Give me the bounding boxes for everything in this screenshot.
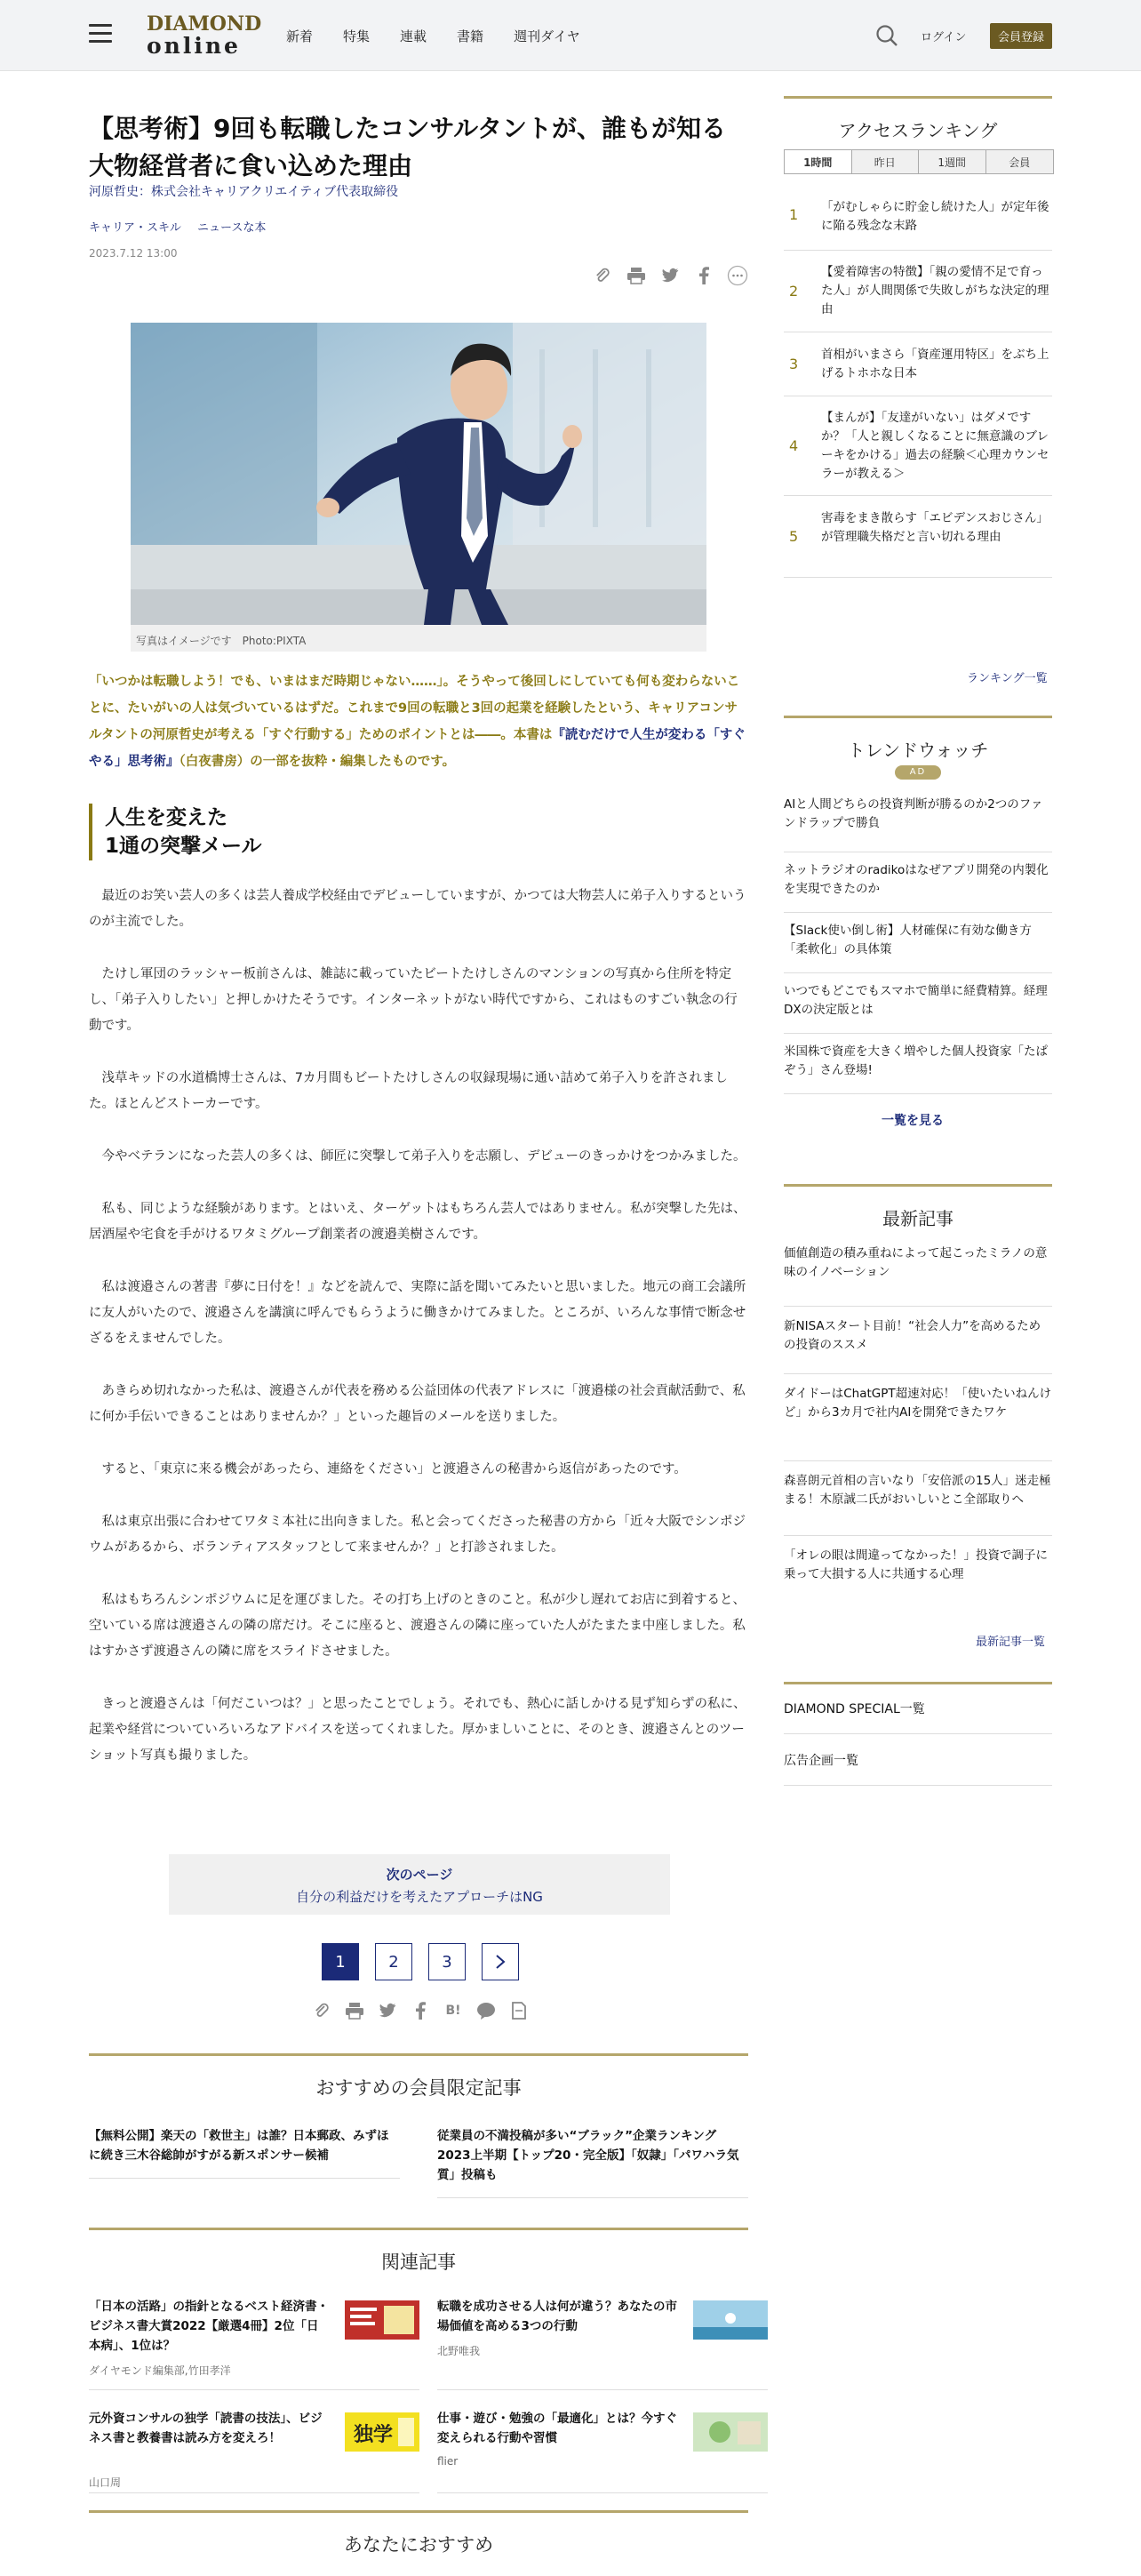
related-thumbnail xyxy=(693,2412,768,2452)
paragraph: 最近のお笑い芸人の多くは芸人養成学校経由でデビューしていますが、かつては大物芸人に弟子入りするというのが主流でした。 xyxy=(89,889,746,929)
page-1[interactable]: 1 xyxy=(322,1943,359,1980)
ranking-item[interactable]: 4 【まんが】「友達がいない」はダメですか？「人と親しくなることに無意識のブレーキをかける」過去の経験＜心理カウンセラーが教える＞ xyxy=(784,396,1052,496)
tab-1week[interactable]: 1週間 xyxy=(919,150,986,173)
article-author[interactable]: 河原哲史：株式会社キャリアクリエイティブ代表取締役 xyxy=(89,185,399,199)
site-logo[interactable]: DIAMOND online xyxy=(147,12,262,59)
site-header xyxy=(0,0,1141,71)
tab-yesterday[interactable]: 昨日 xyxy=(852,150,920,173)
related-author: ダイヤモンド編集部,竹田孝洋 xyxy=(89,2364,231,2377)
recommend-heading: おすすめの会員限定記事 xyxy=(89,2053,748,2100)
related-author: 北野唯我 xyxy=(437,2345,481,2357)
twitter-icon[interactable] xyxy=(377,2000,398,2021)
article-date: 2023.7.12 13:00 xyxy=(89,247,178,260)
clip-icon[interactable] xyxy=(311,2000,332,2021)
special-divider xyxy=(784,1682,1052,1684)
menu-icon[interactable] xyxy=(89,24,112,44)
next-page-button[interactable] xyxy=(482,1943,519,1980)
trend-item[interactable]: 【Slack使い倒し術】人材確保に有効な働き方「柔軟化」の具体策 xyxy=(784,916,1052,973)
paragraph: 私は東京出張に合わせてワタミ本社に出向きました。私と会ってくださった秘書の方から「近々大阪でシンポジウムがあるから、ボランティアスタッフとして来ませんか？」と打診されました。 xyxy=(89,1515,746,1555)
print-icon[interactable] xyxy=(626,265,647,286)
latest-section xyxy=(784,1184,1052,1230)
ranking-item[interactable]: 2 【愛着障害の特徴】「親の愛情不足で育った人」が人間関係で失敗しがちな決定的理由 xyxy=(784,251,1052,332)
related-thumb-text: 独学 xyxy=(354,2424,394,2446)
trend-section xyxy=(784,716,1052,780)
trend-item[interactable]: AIと人間どちらの投資判断が勝るのか2つのファンドラップで勝負 xyxy=(784,796,1052,852)
ranking-item[interactable]: 5 害毒をまき散らす「エビデンスおじさん」が管理職失格だと言い切れる理由 xyxy=(784,496,1052,578)
paragraph: 浅草キッドの水道橋博士さんは、7カ月間もビートたけしさんの収録現場に通い詰めて弟子入りを許されました。ほとんどストーカーです。 xyxy=(89,1071,728,1111)
related-title: 元外資コンサルの独学「読書の技法」、ビジネス書と教養書は読み方を変えろ！ xyxy=(89,2412,323,2445)
page-3[interactable]: 3 xyxy=(428,1943,466,1980)
next-page-title: 自分の利益だけを考えたアプローチはNG xyxy=(296,1889,543,1905)
ranking-tabs xyxy=(784,149,1054,174)
paragraph: 今やベテランになった芸人の多くは、師匠に突撃して弟子入りを志願し、デビューのきっかけをつかみました。 xyxy=(101,1149,746,1164)
article-body xyxy=(89,884,748,1796)
section-heading: 人生を変えた 1通の突撃メール xyxy=(89,804,262,860)
twitter-icon[interactable] xyxy=(659,265,681,286)
ad-list-link[interactable]: 広告企画一覧 xyxy=(784,1751,1052,1786)
related-author: flier xyxy=(437,2455,459,2468)
search-icon[interactable] xyxy=(874,23,899,48)
pagination xyxy=(322,1943,519,1980)
ranking-item[interactable]: 1 「がむしゃらに貯金し続けた人」が定年後に陥る残念な末路 xyxy=(784,187,1052,251)
chevron-right-icon xyxy=(494,1954,507,1970)
latest-item[interactable]: 森喜朗元首相の言いなり「安倍派の15人」迷走極まる！木原誠二氏がおいしいとこ全部取りへ xyxy=(784,1467,1052,1536)
tag-career[interactable]: キャリア・スキル xyxy=(89,221,181,235)
divider xyxy=(437,2492,768,2493)
related-title: 転職を成功させる人は何が違う？あなたの市場価値を高める3つの行動 xyxy=(437,2300,677,2333)
login-link[interactable]: ログイン xyxy=(921,31,967,44)
diamond-special-link[interactable]: DIAMOND SPECIAL一覧 xyxy=(784,1700,1052,1734)
global-nav xyxy=(286,27,610,45)
related-heading: 関連記事 xyxy=(89,2228,748,2275)
paragraph: きっと渡邉さんは「何だこいつは？」と思ったことでしょう。それでも、熱心に話しかける見ず知らずの私に、起業や経営についていろいろなアドバイスを送ってくれました。厚かましいことに、そのとき、渡邉さんとのツーショット写真も撮りました。 xyxy=(89,1697,746,1763)
article-tags xyxy=(89,218,278,235)
article-figure xyxy=(131,323,706,652)
trend-heading: トレンドウォッチ xyxy=(847,740,989,761)
book-link[interactable]: 『読むだけで人生が変わる「すぐやる」思考術』 xyxy=(89,728,746,769)
facebook-icon[interactable] xyxy=(693,265,714,286)
latest-item[interactable]: 新NISAスタート目前！“社会人力”を高めるための投資のススメ xyxy=(784,1312,1052,1374)
latest-more-link[interactable]: 最新記事一覧 xyxy=(976,1636,1046,1649)
divider xyxy=(89,2492,419,2493)
related-title: 仕事・遊び・勉強の「最適化」とは？今すぐ変えられる行動や習慣 xyxy=(437,2412,677,2445)
tab-member[interactable]: 会員 xyxy=(986,150,1054,173)
trend-item[interactable]: いつでもどこでもスマホで簡単に経費精算。経理DXの決定版とは xyxy=(784,977,1052,1034)
paragraph: 私は渡邉さんの著書『夢に日付を！』などを読んで、実際に話を聞いてみたいと思いました。地元の商工会議所に友人がいたので、渡邉さんを講演に呼んでもらうように働きかけてみました。ところが、いろんな事情で断念せざるをえませんでした。 xyxy=(89,1280,746,1346)
ranking-heading: アクセスランキング xyxy=(838,120,998,141)
related-thumbnail xyxy=(693,2300,768,2340)
trend-more-link[interactable]: 一覧を見る xyxy=(882,1114,944,1128)
tab-1hour[interactable]: 1時間 xyxy=(785,150,852,173)
ranking-item[interactable]: 3 首相がいまさら「資産運用特区」をぶち上げるトホホな日本 xyxy=(784,332,1052,396)
article-lead: 「いつかは転職しよう！でも、いまはまだ時期じゃない……」。そうやって後回しにしていても何も変わらないことに、たいがいの人は気づいているはずだ。これまで9回の転職と3回の起業を経験したという、キャリアコンサルタントの河原哲史が考える「すぐ行動する」ためのポイントとは――。本書は『読むだけで人生が変わる「すぐやる」思考術』（白夜書房）の一部を抜粋・編集したものです。 xyxy=(89,675,746,769)
article-title: 【思考術】9回も転職したコンサルタントが、誰もが知る大物経営者に食い込めた理由 xyxy=(89,114,726,180)
register-button[interactable]: 会員登録 xyxy=(990,23,1052,49)
latest-heading: 最新記事 xyxy=(882,1208,953,1229)
trend-item[interactable]: 米国株で資産を大きく増やした個人投資家「たぱぞう」さん登場! xyxy=(784,1037,1052,1094)
recommend-item[interactable]: 【無料公開】楽天の「救世主」は誰？日本郵政、みずほに続き三木谷総帥がすがる新スポンサー候補 xyxy=(89,2126,400,2179)
latest-item[interactable]: 「オレの眼は間違ってなかった！」投資で調子に乗って大損する人に共通する心理 xyxy=(784,1548,1048,1581)
paragraph: たけし軍団のラッシャー板前さんは、雑誌に載っていたビートたけしさんのマンションの写真から住所を特定し、「弟子入りしたい」と押しかけたそうです。インターネットがない時代ですから、これはものすごい執念の行動です。 xyxy=(89,967,738,1033)
nav-books[interactable]: 書籍 xyxy=(457,28,484,44)
related-thumbnail xyxy=(345,2300,419,2340)
tag-news-book[interactable]: ニュースな本 xyxy=(197,221,267,235)
article-photo xyxy=(131,323,706,625)
facebook-icon[interactable] xyxy=(410,2000,431,2021)
more-icon[interactable] xyxy=(727,265,748,286)
paragraph: すると、「東京に来る機会があったら、連絡をください」と渡邉さんの秘書から返信があったのです。 xyxy=(101,1462,687,1476)
nav-new[interactable]: 新着 xyxy=(286,28,314,44)
paragraph: あきらめ切れなかった私は、渡邉さんが代表を務める公益団体の代表アドレスに「渡邉様の社会貢献活動で、私に何か手伝いできることはありませんか？」といった趣旨のメールを送りました。 xyxy=(89,1384,746,1424)
ad-badge: AD xyxy=(895,765,941,780)
print-icon[interactable] xyxy=(344,2000,365,2021)
ranking-more-link[interactable]: ランキング一覧 xyxy=(967,672,1048,685)
trend-item[interactable]: ネットラジオのradikoはなぜアプリ開発の内製化を実現できたのか xyxy=(784,856,1052,913)
paragraph: 私はもちろんシンポジウムに足を運びました。その打ち上げのときのこと。私が少し遅れてお店に到着すると、空いている席は渡邉さんの隣の席だけ。そこに座ると、渡邉さんの隣に座っていた人がたまたま中座しました。私はすかさず渡邉さんの隣に席をスライドさせました。 xyxy=(89,1593,746,1659)
divider xyxy=(89,2389,419,2390)
next-page-box[interactable] xyxy=(169,1854,670,1915)
nav-weekly[interactable]: 週刊ダイヤ xyxy=(514,28,580,44)
divider xyxy=(437,2389,768,2390)
share-toolbar-bottom xyxy=(311,2000,530,2021)
recommend-item[interactable]: 従業員の不満投稿が多い“ブラック”企業ランキング2023上半期【トップ20・完全版】「奴隷」「パワハラ気質」投稿も xyxy=(437,2126,748,2198)
foryou-heading: あなたにおすすめ xyxy=(89,2510,748,2557)
paragraph: 私も、同じような経験があります。とはいえ、ターゲットはもちろん芸人ではありません。私が突撃した先は、居酒屋や宅食を手がけるワタミグループ創業者の渡邉美樹さんです。 xyxy=(89,1202,746,1242)
latest-item[interactable]: 価値創造の積み重ねによって起こったミラノの意味のイノベーション xyxy=(784,1244,1052,1307)
share-toolbar-top xyxy=(592,265,748,286)
nav-feature[interactable]: 特集 xyxy=(343,28,371,44)
latest-item[interactable]: ダイドーはChatGPT超速対応！「使いたいねんけど」から3カ月で社内AIを開発できたワケ xyxy=(784,1380,1052,1461)
page-2[interactable]: 2 xyxy=(375,1943,412,1980)
related-author: 山口周 xyxy=(89,2476,122,2489)
next-page-label: 次のページ xyxy=(386,1867,453,1883)
clip-icon[interactable] xyxy=(592,265,613,286)
photo-caption: 写真はイメージです Photo:PIXTA xyxy=(136,635,307,647)
pocket-icon[interactable] xyxy=(508,2000,530,2021)
hatena-bookmark-icon[interactable]: B! xyxy=(445,2004,461,2018)
related-thumbnail xyxy=(345,2412,419,2452)
related-title: 「日本の活路」の指針となるベスト経済書・ビジネス書大賞2022【厳選4冊】2位「日本病」、1位は？ xyxy=(89,2300,329,2353)
line-icon[interactable] xyxy=(475,2000,497,2021)
nav-series[interactable]: 連載 xyxy=(400,28,427,44)
